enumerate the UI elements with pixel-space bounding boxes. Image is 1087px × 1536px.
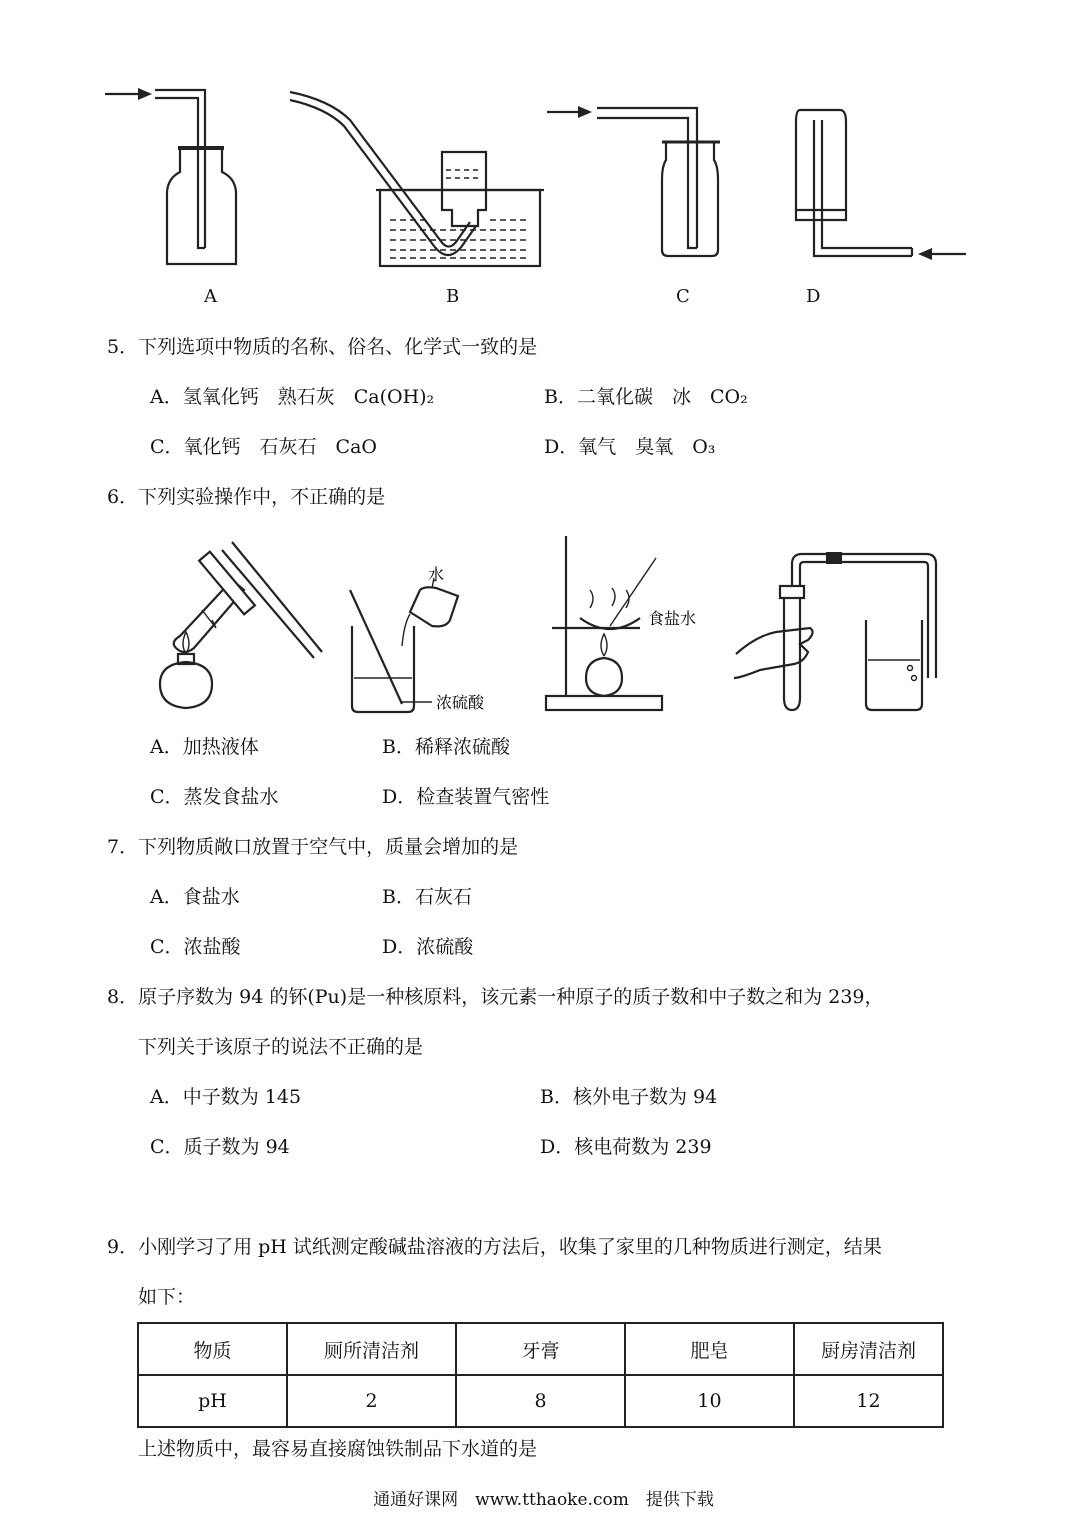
apparatus-a <box>105 88 236 264</box>
table-header-cell: 物质 <box>138 1323 287 1375</box>
q5-option-a: A．氢氧化钙 熟石灰 Ca(OH)₂ <box>150 386 435 408</box>
lab-operations-figure <box>140 528 990 718</box>
gas-apparatus-figure <box>0 70 1087 290</box>
q8-option-c: C．质子数为 94 <box>150 1136 290 1158</box>
q6-option-b: B．稀释浓硫酸 <box>382 736 510 758</box>
label-c: C <box>676 286 690 307</box>
q7-stem: 7．下列物质敞口放置于空气中，质量会增加的是 <box>107 836 519 858</box>
table-header-cell: 牙膏 <box>456 1323 625 1375</box>
table-header-cell: 厨房清洁剂 <box>794 1323 943 1375</box>
q9-stem-line2: 如下： <box>138 1286 196 1308</box>
table-header-cell: 厕所清洁剂 <box>287 1323 456 1375</box>
label-b: B <box>446 286 460 307</box>
q6-stem: 6．下列实验操作中，不正确的是 <box>107 486 386 508</box>
q9-question: 上述物质中，最容易直接腐蚀铁制品下水道的是 <box>138 1438 538 1460</box>
q7-option-a: A．食盐水 <box>150 886 240 908</box>
apparatus-d <box>796 110 966 260</box>
table-row <box>138 1323 943 1375</box>
table-cell: 2 <box>287 1375 456 1427</box>
q8-option-d: D．核电荷数为 239 <box>540 1136 712 1158</box>
operation-b-diluting-acid <box>350 578 458 712</box>
operation-a-heating-liquid <box>160 542 322 708</box>
q9-stem-line1: 9．小刚学习了用 pH 试纸测定酸碱盐溶液的方法后，收集了家里的几种物质进行测定，结果 <box>107 1236 882 1258</box>
ph-table <box>137 1322 944 1428</box>
q7-option-c: C．浓盐酸 <box>150 936 241 958</box>
table-cell: pH <box>138 1375 287 1427</box>
table-header-cell: 肥皂 <box>625 1323 794 1375</box>
table-cell: 12 <box>794 1375 943 1427</box>
operation-c-evaporation <box>546 536 662 710</box>
label-water: 水 <box>428 567 445 584</box>
apparatus-c <box>547 106 720 256</box>
q6-option-a: A．加热液体 <box>150 736 259 758</box>
q8-stem-line2: 下列关于该原子的说法不正确的是 <box>138 1036 424 1058</box>
label-d: D <box>806 286 821 307</box>
q7-option-b: B．石灰石 <box>382 886 472 908</box>
q5-option-b: B．二氧化碳 冰 CO₂ <box>544 386 748 408</box>
table-cell: 8 <box>456 1375 625 1427</box>
operation-d-airtight-check <box>734 552 936 710</box>
q7-option-d: D．浓硫酸 <box>382 936 474 958</box>
table-row <box>138 1375 943 1427</box>
q5-stem: 5．下列选项中物质的名称、俗名、化学式一致的是 <box>107 336 538 358</box>
footer: 通通好课网 www.tthaoke.com 提供下载 <box>373 1490 714 1510</box>
q8-option-b: B．核外电子数为 94 <box>540 1086 718 1108</box>
label-a: A <box>204 286 217 307</box>
q6-option-d: D．检查装置气密性 <box>382 786 550 808</box>
label-conc-acid: 浓硫酸 <box>436 695 485 712</box>
q5-option-c: C．氧化钙 石灰石 CaO <box>150 436 377 458</box>
q8-stem-line1: 8．原子序数为 94 的钚(Pu)是一种核原料，该元素一种原子的质子数和中子数之和为 239， <box>107 986 884 1008</box>
q5-option-d: D．氧气 臭氧 O₃ <box>544 436 716 458</box>
table-cell: 10 <box>625 1375 794 1427</box>
q8-option-a: A．中子数为 145 <box>150 1086 302 1108</box>
apparatus-b <box>290 92 544 266</box>
label-saltwater: 食盐水 <box>648 611 697 628</box>
q6-option-c: C．蒸发食盐水 <box>150 786 279 808</box>
